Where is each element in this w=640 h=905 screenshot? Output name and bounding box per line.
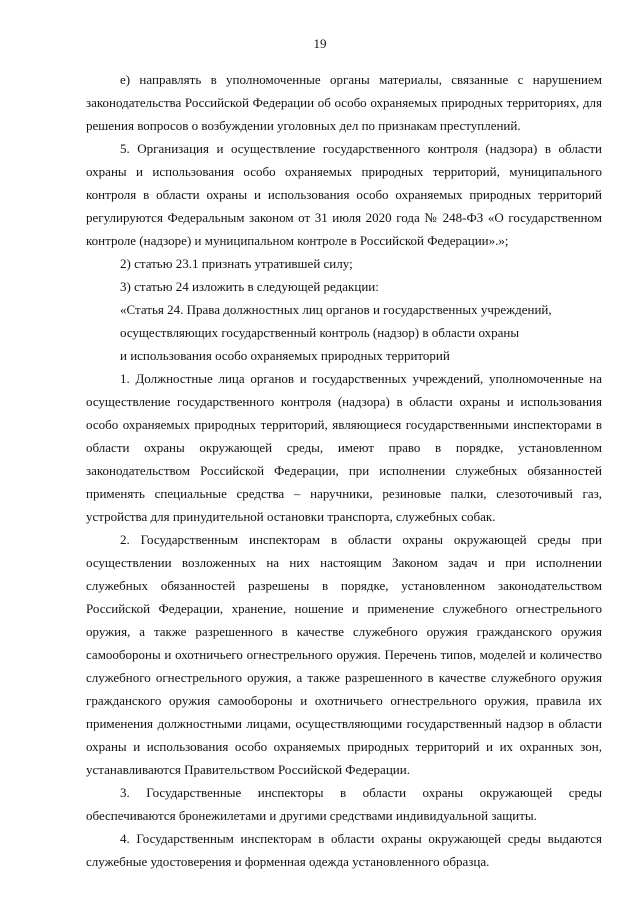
paragraph-article-2: 2. Государственным инспекторам в области охраны окружающей среды при осуществлении возложенных на них настоящим Законом задач и при исполнении служебных обязанностей разрешены в порядке, установленном законодательством Российской Федерации, хранение, ношение и применение служебного огнестрельного оружия, а также разрешенного в качестве служебного оружия гражданского оружия самообороны и охотничьего огнестрельного оружия. Перечень типов, моделей и количество служебного огнестрельного оружия, а также разрешенного в качестве служебного оружия гражданского оружия самообороны и охотничьего огнестрельного оружия, правила их применения должностными лицами, осуществляющими государственный надзор в области охраны и использования особо охраняемых природных территорий и их охранных зон, устанавливаются Правительством Российской Федерации. [86,532,602,777]
article-heading-line-2: осуществляющих государственный контроль (надзор) в области охраны [120,325,520,340]
paragraph-e: е) направлять в уполномоченные органы материалы, связанные с нарушением законодательства Российской Федерации об особо охраняемых природных территориях, для решения вопросов о возбуждении уголовных дел по признакам преступлений. [86,72,602,133]
article-24-heading [86,298,602,367]
paragraph-article-3: 3. Государственные инспекторы в области охраны окружающей среды обеспечиваются бронежилетами и другими средствами индивидуальной защиты. [86,785,602,823]
paragraph-article-4: 4. Государственным инспекторам в области охраны окружающей среды выдаются служебные удостоверения и форменная одежда установленного образца. [86,831,602,869]
paragraph-article-1: 1. Должностные лица органов и государственных учреждений, уполномоченные на осуществление государственного контроля (надзора) в области охраны и использования особо охраняемых природных территорий, являющиеся государственными инспекторами в области охраны окружающей среды, имеют право в порядке, установленном законодательством Российской Федерации, при исполнении служебных обязанностей применять специальные средства – наручники, резиновые палки, слезоточивый газ, устройства для принудительной остановки транспорта, служебных собак. [86,371,602,524]
page-number: 19 [313,36,327,51]
article-heading-line-3: и использования особо охраняемых природных территорий [120,348,450,363]
article-heading-line-1: «Статья 24. Права должностных лиц органов и государственных учреждений, [120,302,552,317]
paragraph-amendment-2: 2) статью 23.1 признать утратившей силу; [120,256,353,271]
document-body [86,68,602,873]
paragraph-amendment-3: 3) статью 24 изложить в следующей редакции: [120,279,379,294]
paragraph-5: 5. Организация и осуществление государственного контроля (надзора) в области охраны и использования особо охраняемых природных территорий, муниципального контроля в области охраны и использования особо охраняемых природных территорий регулируются Федеральным законом от 31 июля 2020 года № 248-ФЗ «О государственном контроле (надзоре) и муниципальном контроле в Российской Федерации».»; [86,141,602,248]
